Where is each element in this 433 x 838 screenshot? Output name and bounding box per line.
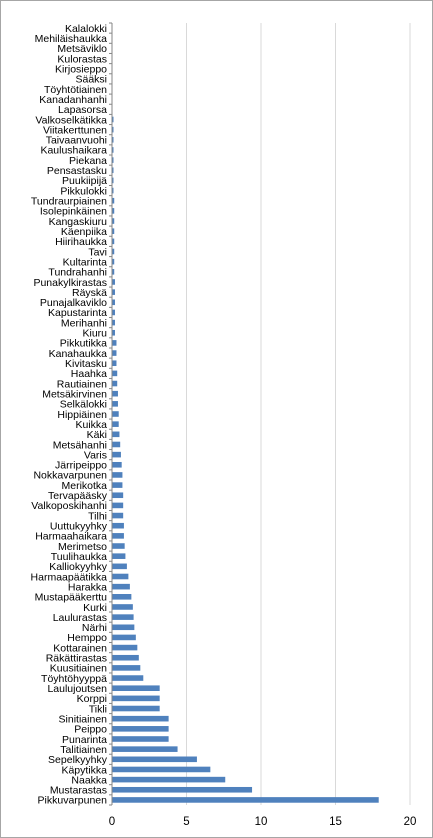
category-label: Kuusitiainen: [49, 662, 107, 675]
bar: [112, 513, 123, 519]
bar: [112, 716, 169, 722]
category-label: Käenpiika: [60, 225, 107, 238]
bar: [112, 685, 160, 691]
category-label: Tervapääsky: [48, 490, 107, 503]
bar: [112, 482, 122, 488]
category-label: Kanadanhanhi: [39, 93, 107, 106]
category-label: Kalliokyyhky: [49, 561, 107, 574]
category-label: Harmaapäätikka: [30, 571, 107, 584]
bar: [112, 411, 119, 417]
category-label: Sinitiainen: [58, 713, 107, 726]
bar: [112, 472, 122, 478]
bar: [112, 371, 117, 377]
category-label: Kulorastas: [57, 53, 107, 66]
category-label: Järripeippo: [55, 459, 107, 472]
category-label: Metsäviklo: [57, 43, 107, 56]
category-label: Tavi: [88, 246, 107, 259]
category-label: Kivitasku: [64, 358, 107, 371]
category-label: Kangaskiuru: [48, 215, 107, 228]
x-tick-label: 10: [254, 816, 268, 828]
category-label: Tundraurpiainen: [30, 195, 107, 208]
category-label: Uuttukyyhky: [49, 520, 107, 533]
bar: [112, 594, 131, 600]
bar: [112, 767, 210, 773]
bar: [112, 635, 136, 641]
bar: [112, 787, 252, 793]
x-tick-label: 0: [108, 816, 116, 828]
bar: [112, 797, 379, 803]
category-label: Punakylkirastas: [33, 276, 107, 289]
bar: [112, 432, 119, 438]
category-label: Puukiipijä: [62, 175, 107, 188]
bar: [112, 350, 116, 356]
bar: [112, 503, 123, 509]
category-label: Merimetso: [57, 540, 107, 553]
category-label: Metsäkirvinen: [42, 388, 107, 401]
bar-chart: [1, 1, 432, 837]
category-label: Haahka: [70, 368, 107, 381]
category-label: Kiuru: [82, 327, 107, 340]
bar: [112, 391, 118, 397]
category-label: Metsähanhi: [52, 439, 107, 452]
category-label: Tilhi: [88, 510, 107, 523]
category-label: Laulujoutsen: [47, 683, 107, 696]
category-label: Nokkavarpunen: [33, 469, 107, 482]
category-label: Rautiainen: [56, 378, 107, 391]
axes: [109, 23, 112, 805]
category-label: Käpytikka: [61, 764, 107, 777]
bar: [112, 746, 178, 752]
bar: [112, 584, 130, 590]
category-label: Hippiäinen: [57, 408, 107, 421]
category-label: Kaulushaikara: [40, 144, 107, 157]
category-label: Kurki: [83, 601, 107, 614]
category-label: Merikotka: [61, 479, 107, 492]
bar: [112, 696, 160, 702]
category-label: Taivaanvuohi: [45, 134, 107, 147]
category-label: Töyhtöhyyppä: [41, 672, 107, 685]
bar: [112, 706, 160, 712]
category-label: Hiirihaukka: [55, 236, 107, 249]
bar: [112, 421, 119, 427]
x-tick-label: 15: [329, 816, 342, 828]
bar: [112, 523, 124, 529]
category-label: Isolepinkäinen: [39, 205, 107, 218]
category-label: Kalalokki: [64, 22, 107, 35]
category-label: Viitakerttunen: [42, 124, 107, 137]
category-label: Mustapääkerttu: [34, 591, 107, 604]
category-label: Kuikka: [75, 418, 107, 431]
bar: [112, 533, 124, 539]
category-label: Laulurastas: [52, 611, 107, 624]
bar: [112, 736, 169, 742]
category-label: Piekana: [69, 154, 107, 167]
bar: [112, 492, 123, 498]
bar: [112, 726, 169, 732]
category-label: Räkättirastas: [45, 652, 107, 665]
category-labels: [31, 23, 108, 807]
category-label: Käki: [86, 429, 107, 442]
category-label: Harakka: [67, 581, 107, 594]
category-label: Varis: [83, 449, 107, 462]
category-label: Kottarainen: [53, 642, 107, 655]
bar: [112, 462, 122, 468]
category-label: Pensastasku: [46, 165, 107, 178]
category-label: Valkoselkätikka: [35, 114, 107, 127]
category-label: Räyskä: [71, 286, 107, 299]
bar: [112, 624, 134, 630]
category-label: Pikkuvarpunen: [37, 794, 107, 807]
bar: [112, 645, 137, 651]
category-label: Hemppo: [67, 632, 107, 645]
category-label: Töyhtötiainen: [43, 83, 107, 96]
category-label: Peippo: [74, 723, 107, 736]
category-label: Lapasorsa: [57, 104, 107, 117]
x-tick-label: 5: [183, 816, 190, 828]
category-label: Naakka: [71, 774, 107, 787]
category-label: Sepelkyyhky: [48, 754, 107, 767]
bar: [112, 381, 117, 387]
category-label: Selkälokki: [59, 398, 107, 411]
category-label: Tikli: [88, 703, 107, 716]
category-label: Pikkulokki: [60, 185, 107, 198]
category-label: Punarinta: [62, 733, 107, 746]
bar: [112, 675, 143, 681]
category-label: Kapustarinta: [48, 307, 107, 320]
category-label: Tuulihaukka: [50, 550, 107, 563]
gridlines: [187, 23, 411, 805]
category-label: Tundrahanhi: [48, 266, 107, 279]
bar: [112, 360, 116, 366]
bar: [112, 401, 118, 407]
category-label: Sääksi: [75, 73, 107, 86]
category-label: Närhi: [81, 622, 107, 635]
category-label: Kirjosieppo: [55, 63, 107, 76]
bar: [112, 757, 197, 763]
bar: [112, 574, 128, 580]
category-label: Mehiläishaukka: [34, 33, 107, 46]
bar: [112, 604, 133, 610]
bar: [112, 655, 139, 661]
category-label: Mustarastas: [49, 784, 107, 797]
category-label: Harmaahaikara: [35, 530, 107, 543]
bar: [112, 442, 120, 448]
x-tick-labels: [109, 816, 417, 828]
category-label: Merihanhi: [60, 317, 107, 330]
category-label: Kanahaukka: [48, 347, 107, 360]
bar: [112, 665, 140, 671]
bar: [112, 614, 134, 620]
category-label: Pikkutikka: [59, 337, 107, 350]
category-label: Korppi: [76, 693, 107, 706]
bar: [112, 543, 125, 549]
bar: [112, 777, 225, 783]
bar: [112, 452, 121, 458]
bar: [112, 564, 127, 570]
x-tick-label: 20: [403, 816, 417, 828]
bar: [112, 340, 116, 346]
category-label: Punajalkaviklo: [39, 297, 107, 310]
category-label: Valkoposkihanhi: [31, 500, 107, 513]
category-label: Talitiainen: [60, 743, 107, 756]
bars: [112, 117, 379, 803]
category-label: Kultarinta: [62, 256, 107, 269]
bar: [112, 553, 125, 559]
